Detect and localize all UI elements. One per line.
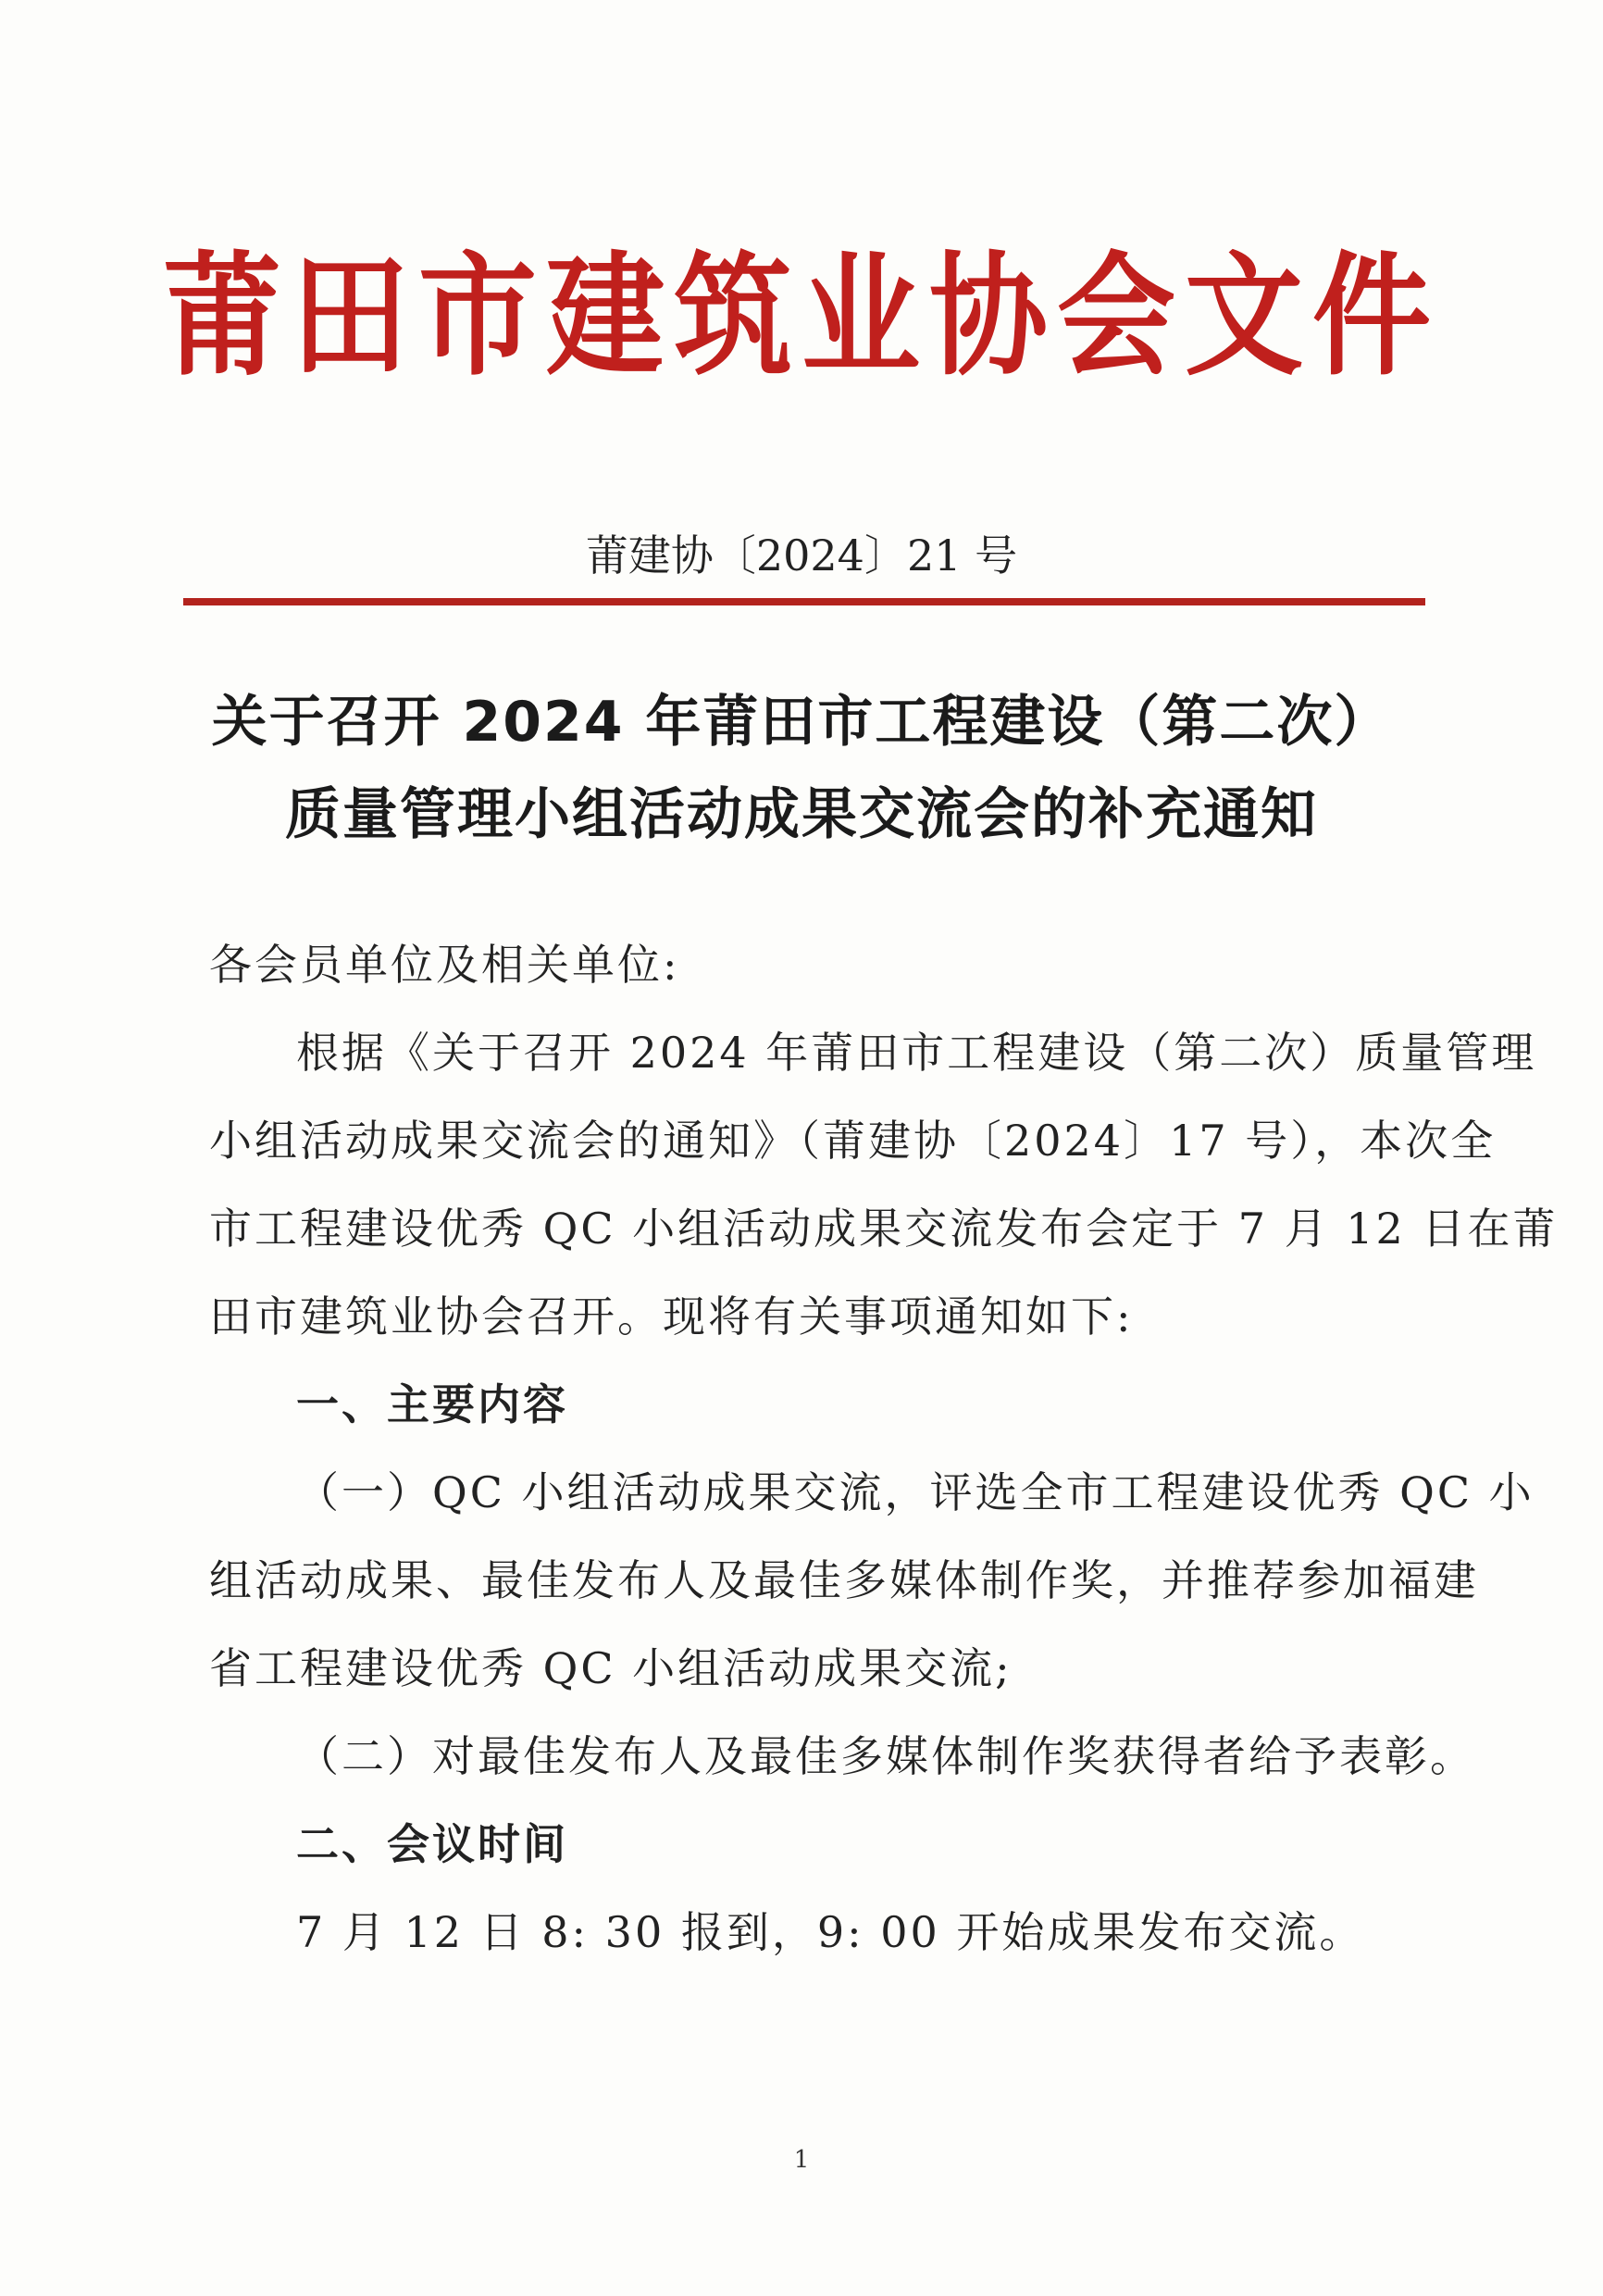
- item-1-line-2: 组活动成果、最佳发布人及最佳多媒体制作奖，并推荐参加福建: [209, 1555, 1479, 1605]
- salutation: 各会员单位及相关单位:: [209, 940, 680, 990]
- body-paragraph-1-line-3: 市工程建设优秀 QC 小组活动成果交流发布会定于 7 月 12 日在莆: [209, 1204, 1559, 1254]
- notice-title-line-2: 质量管理小组活动成果交流会的补充通知: [285, 782, 1318, 847]
- item-1-line-3: 省工程建设优秀 QC 小组活动成果交流;: [209, 1643, 1013, 1693]
- item-1-line-1: （一）QC 小组活动成果交流，评选全市工程建设优秀 QC 小: [296, 1467, 1535, 1517]
- body-paragraph-1-line-2: 小组活动成果交流会的通知》（莆建协〔2024〕17 号），本次全: [209, 1116, 1497, 1166]
- document-number: 莆建协〔2024〕21 号: [585, 530, 1018, 580]
- body-paragraph-1-line-4: 田市建筑业协会召开。现将有关事项通知如下:: [209, 1292, 1134, 1341]
- page-number: 1: [793, 2146, 810, 2174]
- section-heading-main-content: 一、主要内容: [296, 1379, 568, 1429]
- masthead-title: 莆田市建筑业协会文件: [162, 240, 1440, 394]
- notice-title-line-1: 关于召开 2024 年莆田市工程建设（第二次）: [211, 690, 1392, 755]
- meeting-time-line: 7 月 12 日 8: 30 报到，9: 00 开始成果发布交流。: [296, 1907, 1365, 1957]
- red-divider-rule: [183, 598, 1425, 605]
- body-paragraph-1-line-1: 根据《关于召开 2024 年莆田市工程建设（第二次）质量管理: [296, 1028, 1537, 1078]
- section-heading-meeting-time: 二、会议时间: [296, 1819, 568, 1869]
- item-2: （二）对最佳发布人及最佳多媒体制作奖获得者给予表彰。: [296, 1731, 1475, 1781]
